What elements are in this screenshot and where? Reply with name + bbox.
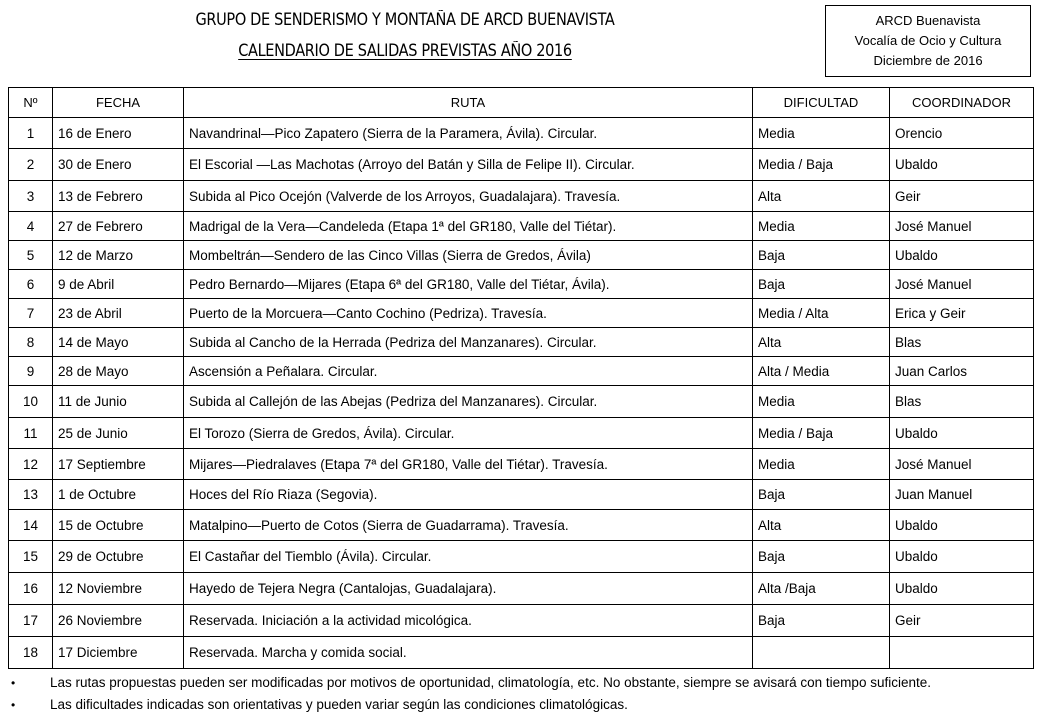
cell-coordinator: José Manuel [890, 270, 1034, 299]
cell-difficulty: Alta [753, 181, 890, 212]
table-row [9, 573, 1034, 605]
bullet-icon: • [11, 698, 16, 712]
table-row [9, 541, 1034, 573]
cell-coordinator: Geir [890, 605, 1034, 637]
cell-route: Reservada. Iniciación a la actividad micológica. [184, 605, 753, 637]
cell-date: 23 de Abril [53, 299, 184, 328]
cell-coordinator: Ubaldo [890, 418, 1034, 449]
note-item [0, 672, 1042, 694]
cell-coordinator: Blas [890, 328, 1034, 357]
cell-difficulty: Alta /Baja [753, 573, 890, 605]
cell-date: 9 de Abril [53, 270, 184, 299]
cell-date: 29 de Octubre [53, 541, 184, 573]
table-header-row [9, 88, 1034, 118]
cell-number: 5 [9, 241, 53, 270]
cell-date: 17 Septiembre [53, 449, 184, 480]
cell-date: 11 de Junio [53, 386, 184, 418]
table-row [9, 605, 1034, 637]
column-header-number: Nº [9, 88, 53, 118]
column-header-route: RUTA [184, 88, 753, 118]
cell-difficulty: Alta [753, 328, 890, 357]
cell-route: Subida al Pico Ocejón (Valverde de los Arroyos, Guadalajara). Travesía. [184, 181, 753, 212]
cell-route: Mijares—Piedralaves (Etapa 7ª del GR180, Valle del Tiétar). Travesía. [184, 449, 753, 480]
cell-difficulty: Media / Alta [753, 299, 890, 328]
note-text: Las rutas propuestas pueden ser modificadas por motivos de oportunidad, climatología, etc. No obstante, siempre se avisará con tiempo suficiente. [50, 675, 931, 690]
info-organization: ARCD Buenavista [875, 13, 981, 28]
cell-number: 11 [9, 418, 53, 449]
cell-number: 7 [9, 299, 53, 328]
cell-difficulty: Baja [753, 605, 890, 637]
cell-difficulty: Baja [753, 241, 890, 270]
cell-coordinator [890, 637, 1034, 669]
cell-difficulty: Media [753, 212, 890, 241]
cell-route: Hayedo de Tejera Negra (Cantalojas, Guadalajara). [184, 573, 753, 605]
cell-route: Madrigal de la Vera—Candeleda (Etapa 1ª del GR180, Valle del Tiétar). [184, 212, 753, 241]
bullet-icon: • [11, 676, 16, 690]
cell-route: Subida al Cancho de la Herrada (Pedriza del Manzanares). Circular. [184, 328, 753, 357]
cell-route: Pedro Bernardo—Mijares (Etapa 6ª del GR180, Valle del Tiétar, Ávila). [184, 270, 753, 299]
cell-number: 4 [9, 212, 53, 241]
cell-number: 2 [9, 149, 53, 181]
cell-date: 12 de Marzo [53, 241, 184, 270]
cell-date: 13 de Febrero [53, 181, 184, 212]
cell-date: 12 Noviembre [53, 573, 184, 605]
table-row [9, 181, 1034, 212]
cell-number: 8 [9, 328, 53, 357]
cell-coordinator: Juan Manuel [890, 480, 1034, 510]
cell-coordinator: Ubaldo [890, 510, 1034, 541]
cell-coordinator: Geir [890, 181, 1034, 212]
table-row [9, 449, 1034, 480]
cell-route: Navandrinal—Pico Zapatero (Sierra de la Paramera, Ávila). Circular. [184, 118, 753, 149]
table-row [9, 118, 1034, 149]
cell-coordinator: José Manuel [890, 212, 1034, 241]
cell-number: 3 [9, 181, 53, 212]
cell-date: 25 de Junio [53, 418, 184, 449]
notes-list [0, 672, 1042, 716]
table-row [9, 637, 1034, 669]
cell-number: 14 [9, 510, 53, 541]
document-title: GRUPO DE SENDERISMO Y MONTAÑA DE ARCD BUENAVISTA [195, 10, 615, 29]
cell-date: 14 de Mayo [53, 328, 184, 357]
note-text: Las dificultades indicadas son orientativas y pueden variar según las condiciones climatológicas. [50, 697, 628, 712]
info-department: Vocalía de Ocio y Cultura [854, 33, 1002, 48]
cell-number: 13 [9, 480, 53, 510]
cell-coordinator: Orencio [890, 118, 1034, 149]
cell-difficulty: Alta / Media [753, 357, 890, 386]
cell-route: Mombeltrán—Sendero de las Cinco Villas (Sierra de Gredos, Ávila) [184, 241, 753, 270]
table-row [9, 386, 1034, 418]
cell-difficulty: Media [753, 449, 890, 480]
table-row [9, 328, 1034, 357]
table-row [9, 149, 1034, 181]
cell-number: 16 [9, 573, 53, 605]
table-row [9, 510, 1034, 541]
cell-number: 9 [9, 357, 53, 386]
cell-date: 15 de Octubre [53, 510, 184, 541]
column-header-date: FECHA [53, 88, 184, 118]
cell-date: 27 de Febrero [53, 212, 184, 241]
cell-coordinator: Ubaldo [890, 149, 1034, 181]
cell-route: El Castañar del Tiemblo (Ávila). Circular. [184, 541, 753, 573]
cell-route: Puerto de la Morcuera—Canto Cochino (Pedriza). Travesía. [184, 299, 753, 328]
cell-number: 12 [9, 449, 53, 480]
table-row [9, 212, 1034, 241]
cell-date: 28 de Mayo [53, 357, 184, 386]
cell-difficulty: Baja [753, 541, 890, 573]
cell-route: Reservada. Marcha y comida social. [184, 637, 753, 669]
cell-difficulty: Media / Baja [753, 149, 890, 181]
cell-difficulty: Media / Baja [753, 418, 890, 449]
cell-date: 17 Diciembre [53, 637, 184, 669]
cell-route: Matalpino—Puerto de Cotos (Sierra de Guadarrama). Travesía. [184, 510, 753, 541]
cell-coordinator: Erica y Geir [890, 299, 1034, 328]
column-header-difficulty: DIFICULTAD [753, 88, 890, 118]
cell-difficulty [753, 637, 890, 669]
table-row [9, 299, 1034, 328]
cell-difficulty: Baja [753, 480, 890, 510]
cell-date: 30 de Enero [53, 149, 184, 181]
info-box [825, 5, 1031, 77]
note-item [0, 694, 1042, 716]
document-subtitle: CALENDARIO DE SALIDAS PREVISTAS AÑO 2016 [238, 41, 572, 60]
cell-route: Hoces del Río Riaza (Segovia). [184, 480, 753, 510]
cell-route: El Escorial —Las Machotas (Arroyo del Batán y Silla de Felipe II). Circular. [184, 149, 753, 181]
cell-number: 17 [9, 605, 53, 637]
cell-route: Ascensión a Peñalara. Circular. [184, 357, 753, 386]
cell-route: Subida al Callejón de las Abejas (Pedriza del Manzanares). Circular. [184, 386, 753, 418]
cell-coordinator: Ubaldo [890, 573, 1034, 605]
schedule-table [8, 87, 1034, 669]
table-body [9, 118, 1034, 669]
cell-coordinator: Blas [890, 386, 1034, 418]
cell-route: El Torozo (Sierra de Gredos, Ávila). Circular. [184, 418, 753, 449]
cell-number: 6 [9, 270, 53, 299]
cell-difficulty: Alta [753, 510, 890, 541]
info-date: Diciembre de 2016 [873, 53, 983, 68]
cell-coordinator: Ubaldo [890, 541, 1034, 573]
cell-coordinator: Ubaldo [890, 241, 1034, 270]
cell-difficulty: Baja [753, 270, 890, 299]
cell-difficulty: Media [753, 386, 890, 418]
column-header-coordinator: COORDINADOR [890, 88, 1034, 118]
cell-number: 18 [9, 637, 53, 669]
cell-date: 16 de Enero [53, 118, 184, 149]
table-row [9, 270, 1034, 299]
cell-number: 15 [9, 541, 53, 573]
cell-coordinator: Juan Carlos [890, 357, 1034, 386]
table-row [9, 241, 1034, 270]
table-row [9, 480, 1034, 510]
cell-date: 26 Noviembre [53, 605, 184, 637]
cell-number: 10 [9, 386, 53, 418]
table-row [9, 357, 1034, 386]
cell-coordinator: José Manuel [890, 449, 1034, 480]
cell-date: 1 de Octubre [53, 480, 184, 510]
cell-number: 1 [9, 118, 53, 149]
cell-difficulty: Media [753, 118, 890, 149]
table-row [9, 418, 1034, 449]
